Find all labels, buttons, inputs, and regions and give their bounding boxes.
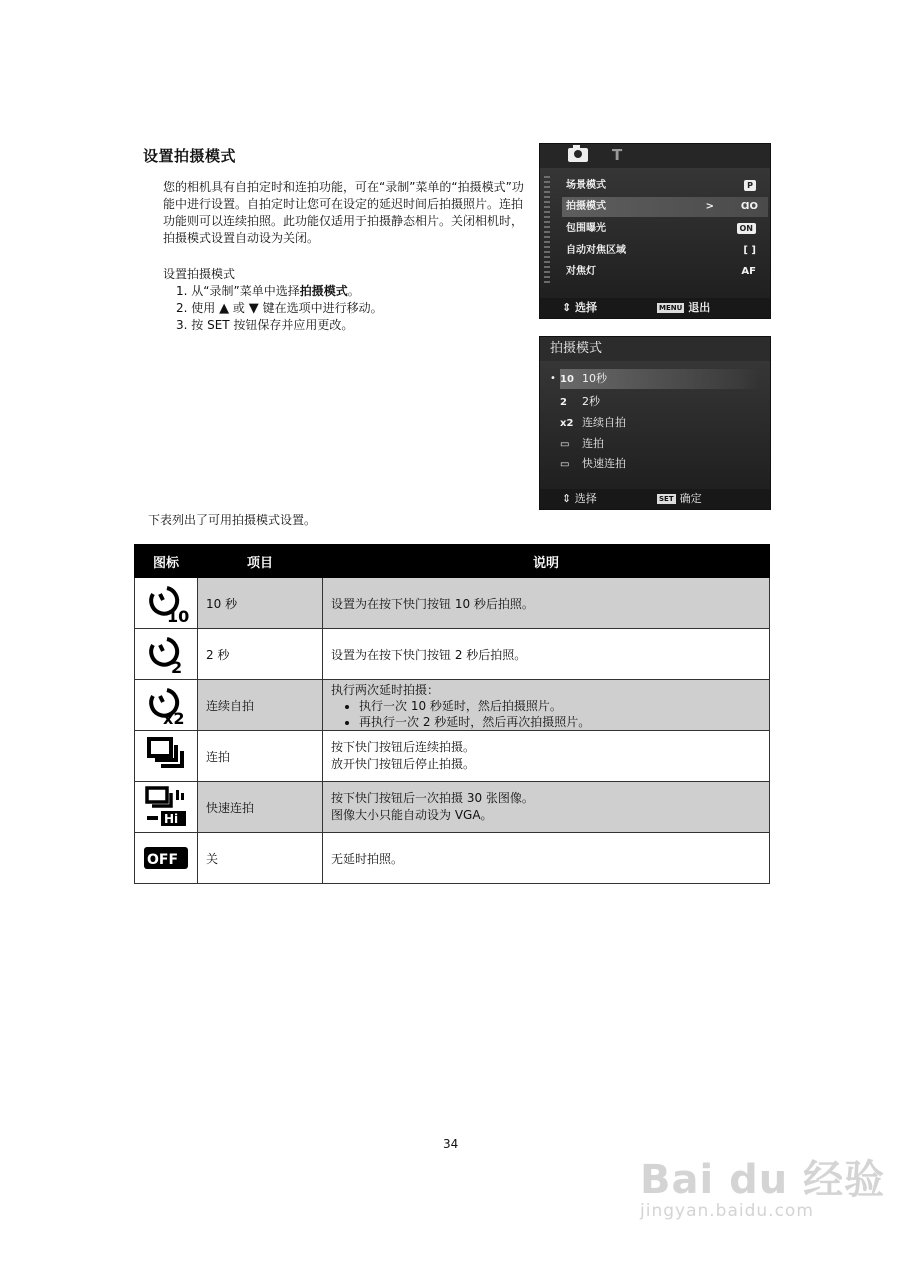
- desc-line: 放开快门按钮后停止拍摄。: [331, 757, 476, 771]
- item-cell: 2 秒: [198, 629, 323, 680]
- header-desc: 说明: [323, 545, 770, 578]
- timer-10s-icon: 10: [560, 374, 574, 385]
- table-row: [135, 731, 770, 782]
- page-number: 34: [443, 1137, 459, 1151]
- baidu-watermark: [640, 1148, 885, 1221]
- up-arrow-icon: ▲: [219, 301, 230, 316]
- af-area-icon: [ ]: [743, 245, 756, 256]
- submenu-title: 拍摄模式: [540, 337, 770, 361]
- footer-select-hint: ⇕ 选择: [562, 301, 598, 314]
- table-intro: 下表列出了可用拍摄模式设置。: [148, 513, 317, 527]
- desc-line: 图像大小只能自动设为 VGA。: [331, 808, 493, 822]
- down-arrow-icon: ▼: [248, 301, 259, 316]
- high-speed-burst-icon: [143, 784, 189, 830]
- svg-text:2: 2: [171, 658, 183, 677]
- svg-text:x2: x2: [163, 709, 185, 728]
- submenu-row-2s: 2 2秒: [560, 392, 760, 412]
- desc-bullet: • 再执行一次 2 秒延时，然后再次拍摄照片。: [359, 714, 761, 730]
- item-cell: 关: [198, 833, 323, 884]
- timer-double-icon: [143, 682, 189, 728]
- svg-text:10: 10: [167, 607, 189, 626]
- footer-select-hint: ⇕ 选择: [562, 492, 597, 505]
- on-badge-icon: ON: [737, 223, 757, 234]
- scrollbar: [544, 176, 550, 284]
- item-cell: 连续自拍: [198, 680, 323, 731]
- submenu-row-10s: 10 10秒: [560, 369, 760, 389]
- menu-key-icon: MENU: [659, 304, 683, 312]
- camera-tab-icon: [568, 148, 588, 162]
- table-row: [135, 782, 770, 833]
- high-speed-icon: ▭: [560, 459, 570, 470]
- table-row: [135, 629, 770, 680]
- program-mode-icon: P: [744, 180, 756, 191]
- watermark-url: jingyan.baidu.com: [640, 1201, 814, 1221]
- intro-paragraph: 您的相机具有自拍定时和连拍功能，可在“录制”菜单的“拍摄模式”功能中进行设置。自拍定时让您可在设定的延迟时间后拍摄照片。连拍功能则可以连续拍照。此功能仅适用于拍摄静态相片。关闭相机时，拍摄模式设置自动设为关闭。: [163, 180, 524, 245]
- continuous-shooting-icon: [143, 733, 189, 779]
- table-row: [135, 680, 770, 731]
- desc-line: 按下快门按钮后一次拍摄 30 张图像。: [331, 791, 534, 805]
- af-lamp-icon: AF: [741, 266, 756, 277]
- item-cell: 连拍: [198, 731, 323, 782]
- timer-10s-icon: [143, 580, 189, 626]
- footer-exit-hint: 退出: [688, 301, 711, 314]
- timer-2s-icon: [143, 631, 189, 677]
- menu-row-af-lamp: 对焦灯 AF: [566, 262, 766, 282]
- timer-double-icon: x2: [560, 418, 574, 429]
- desc-cell: 无延时拍照。: [323, 833, 770, 884]
- steps-title: 设置拍摄模式: [163, 267, 236, 281]
- desc-cell: [323, 731, 770, 782]
- desc-line: 执行两次延时拍摄：: [331, 682, 440, 697]
- desc-cell: 设置为在按下快门按钮 2 秒后拍照。: [323, 629, 770, 680]
- off-icon: [143, 835, 189, 881]
- self-timer-icon: ⱭO: [740, 201, 758, 212]
- capture-mode-submenu: [539, 336, 771, 510]
- capture-mode-table: [134, 544, 770, 884]
- step-2: 2. 使用 ▲ 或 ▼ 键在选项中进行移动。: [176, 301, 383, 316]
- steps-block: [163, 266, 383, 334]
- desc-bullet: • 执行一次 10 秒延时，然后拍摄照片。: [359, 698, 761, 714]
- step-3: 3. 按 SET 按钮保存并应用更改。: [176, 318, 354, 332]
- camera-record-menu: [539, 143, 771, 319]
- footer-ok-hint: 确定: [679, 492, 702, 505]
- submenu-footer: [540, 489, 770, 509]
- desc-cell: 设置为在按下快门按钮 10 秒后拍照。: [323, 578, 770, 629]
- table-row: [135, 833, 770, 884]
- item-cell: 10 秒: [198, 578, 323, 629]
- selected-dot-icon: •: [550, 373, 556, 384]
- submenu-row-double: x2 连续自拍: [560, 413, 760, 433]
- continuous-icon: ▭: [560, 439, 570, 450]
- table-row: [135, 578, 770, 629]
- desc-line: 按下快门按钮后连续拍摄。: [331, 740, 476, 754]
- set-key-icon: SET: [659, 495, 674, 503]
- timer-2s-icon: 2: [560, 397, 567, 408]
- svg-text:Hi: Hi: [164, 812, 179, 826]
- menu-footer: [540, 298, 770, 318]
- menu-tabs: [540, 144, 770, 168]
- step-1: 1. 从“录制”菜单中选择拍摄模式。: [176, 284, 360, 298]
- chevron-right-icon: >: [705, 201, 714, 212]
- menu-row-scene-mode: 场景模式 P: [566, 176, 766, 196]
- submenu-row-high-speed: ▭ 快速连拍: [560, 454, 760, 474]
- submenu-row-continuous: ▭ 连拍: [560, 434, 760, 454]
- header-icon: 图标: [135, 545, 198, 578]
- svg-text:OFF: OFF: [147, 852, 179, 868]
- desc-cell: [323, 782, 770, 833]
- menu-row-af-area: 自动对焦区域 [ ]: [566, 241, 766, 261]
- item-cell: 快速连拍: [198, 782, 323, 833]
- page-heading: 设置拍摄模式: [143, 147, 237, 165]
- watermark-brand: Bai du 经验: [640, 1157, 886, 1203]
- menu-row-capture-mode: 拍摄模式 > ⱭO: [562, 197, 768, 217]
- setup-tab-icon: T: [612, 146, 623, 164]
- menu-row-bracketing: 包围曝光 ON: [566, 219, 766, 239]
- desc-cell: [323, 680, 770, 731]
- header-item: 项目: [198, 545, 323, 578]
